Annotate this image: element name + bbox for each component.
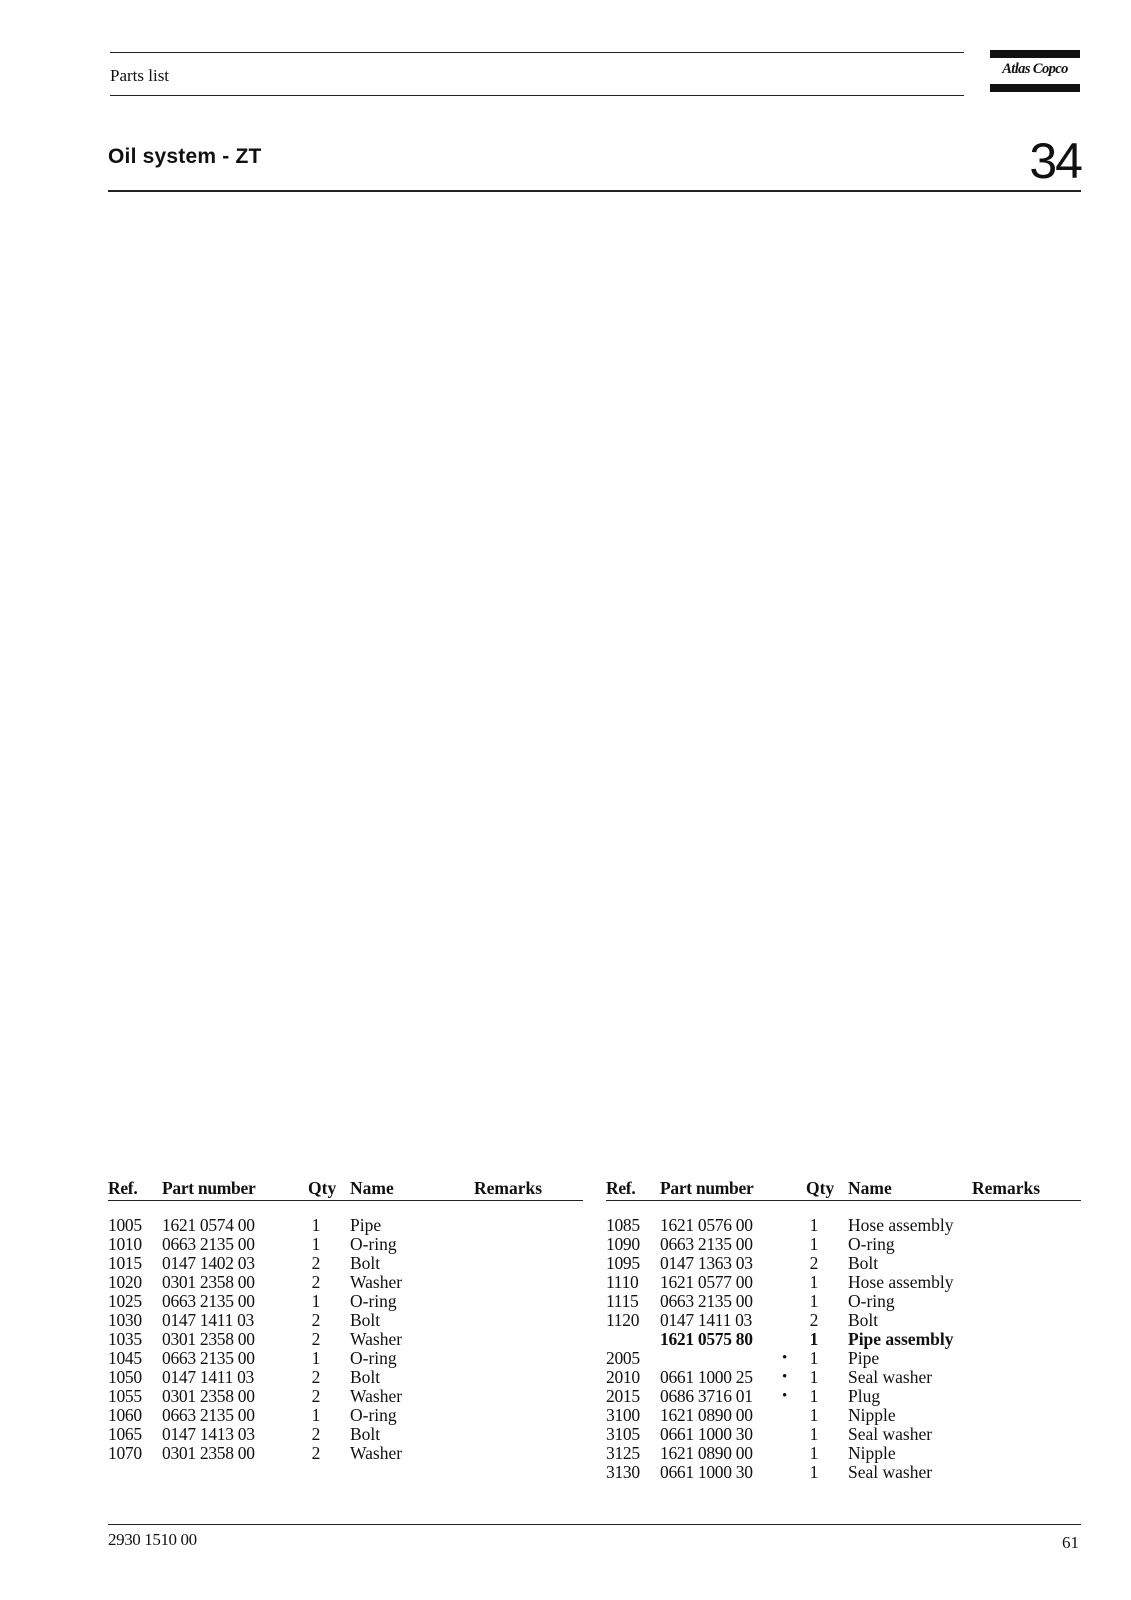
logo-bottom-bar <box>990 84 1080 92</box>
cell-part-number: 0663 2135 00 <box>660 1291 753 1311</box>
sub-item-bullet: • <box>782 1388 788 1404</box>
cell-ref: 2005 <box>606 1348 640 1368</box>
cell-ref: 1115 <box>606 1291 639 1311</box>
table-row <box>606 1463 1081 1482</box>
footer-doc-number: 2930 1510 00 <box>108 1530 197 1549</box>
table-row <box>606 1425 1081 1444</box>
cell-part-number: 0661 1000 30 <box>660 1462 753 1482</box>
cell-name: Seal washer <box>848 1424 933 1444</box>
cell-qty: 2 <box>311 1386 321 1406</box>
cell-ref: 1010 <box>108 1234 142 1254</box>
cell-name: Bolt <box>848 1253 879 1273</box>
cell-qty: 2 <box>311 1272 321 1292</box>
cell-ref: 2010 <box>606 1367 640 1387</box>
header-bottom-rule <box>110 95 964 96</box>
cell-part-number: 0301 2358 00 <box>162 1386 255 1406</box>
cell-part-number: 0661 1000 30 <box>660 1424 753 1444</box>
sub-item-bullet: • <box>782 1369 788 1385</box>
table-row <box>108 1368 583 1387</box>
cell-qty: 2 <box>809 1253 819 1273</box>
section-number: 34 <box>1029 133 1081 189</box>
cell-name: Bolt <box>350 1367 381 1387</box>
table-row <box>606 1387 1081 1406</box>
cell-part-number: 0663 2135 00 <box>162 1234 255 1254</box>
cell-part-number: 0301 2358 00 <box>162 1443 255 1463</box>
cell-ref: 1110 <box>606 1272 639 1292</box>
cell-part-number: 0661 1000 25 <box>660 1367 753 1387</box>
footer-rule <box>108 1524 1081 1525</box>
col-qty-header: Qty <box>806 1178 835 1198</box>
cell-name: Pipe assembly <box>848 1329 954 1349</box>
cell-name: Washer <box>350 1329 403 1349</box>
cell-qty: 1 <box>809 1386 819 1406</box>
cell-name: O-ring <box>350 1405 397 1425</box>
table-row <box>606 1330 1081 1349</box>
logo-top-bar <box>990 50 1080 58</box>
col-part-header: Part number <box>660 1178 754 1198</box>
cell-name: O-ring <box>848 1291 895 1311</box>
cell-ref: 1020 <box>108 1272 142 1292</box>
cell-qty: 1 <box>809 1234 819 1254</box>
col-ref-header: Ref. <box>108 1178 138 1198</box>
table-row <box>606 1406 1081 1425</box>
sub-item-bullet: • <box>782 1350 788 1366</box>
footer-page-number: 61 <box>1062 1533 1079 1552</box>
table-row <box>108 1273 583 1292</box>
cell-ref: 1065 <box>108 1424 142 1444</box>
col-ref-header: Ref. <box>606 1178 636 1198</box>
cell-ref: 1005 <box>108 1215 142 1235</box>
table-row <box>606 1444 1081 1463</box>
cell-qty: 2 <box>311 1424 321 1444</box>
col-name-header: Name <box>848 1178 892 1198</box>
cell-name: Pipe <box>350 1215 382 1235</box>
cell-part-number: 0301 2358 00 <box>162 1329 255 1349</box>
cell-ref: 1045 <box>108 1348 142 1368</box>
cell-part-number: 0686 3716 01 <box>660 1386 753 1406</box>
cell-ref: 1095 <box>606 1253 640 1273</box>
cell-name: Nipple <box>848 1405 896 1425</box>
atlas-copco-logo <box>990 50 1080 92</box>
cell-qty: 2 <box>311 1367 321 1387</box>
table-row <box>108 1406 583 1425</box>
cell-part-number: 1621 0890 00 <box>660 1405 753 1425</box>
table-header <box>606 1178 1081 1198</box>
cell-qty: 1 <box>809 1348 819 1368</box>
cell-qty: 1 <box>311 1215 321 1235</box>
cell-ref: 1035 <box>108 1329 142 1349</box>
cell-name: Seal washer <box>848 1367 933 1387</box>
cell-qty: 1 <box>809 1462 819 1482</box>
cell-part-number: 0663 2135 00 <box>660 1234 753 1254</box>
table-row <box>606 1254 1081 1273</box>
cell-ref: 3105 <box>606 1424 640 1444</box>
header-label: Parts list <box>110 66 170 85</box>
cell-name: O-ring <box>350 1291 397 1311</box>
table-row <box>606 1235 1081 1254</box>
cell-qty: 1 <box>809 1215 819 1235</box>
cell-part-number: 1621 0577 00 <box>660 1272 753 1292</box>
table-row <box>108 1235 583 1254</box>
cell-name: Washer <box>350 1272 403 1292</box>
table-row <box>606 1349 1081 1368</box>
cell-part-number: 0147 1411 03 <box>660 1310 753 1330</box>
table-header <box>108 1178 583 1198</box>
table-row <box>108 1254 583 1273</box>
cell-name: Seal washer <box>848 1462 933 1482</box>
cell-ref: 1050 <box>108 1367 142 1387</box>
cell-part-number: 0663 2135 00 <box>162 1291 255 1311</box>
cell-part-number: 1621 0575 80 <box>660 1329 753 1349</box>
table-body <box>606 1216 1081 1482</box>
cell-part-number: 0301 2358 00 <box>162 1272 255 1292</box>
cell-name: Washer <box>350 1443 403 1463</box>
col-remarks-header: Remarks <box>474 1178 543 1198</box>
cell-name: O-ring <box>350 1234 397 1254</box>
header-top-rule <box>110 52 964 53</box>
cell-ref: 1015 <box>108 1253 142 1273</box>
cell-qty: 1 <box>311 1348 321 1368</box>
cell-qty: 2 <box>311 1443 321 1463</box>
table-row <box>108 1330 583 1349</box>
cell-ref: 3125 <box>606 1443 640 1463</box>
cell-qty: 1 <box>311 1405 321 1425</box>
table-row <box>108 1387 583 1406</box>
cell-name: Plug <box>848 1386 881 1406</box>
table-row <box>108 1425 583 1444</box>
table-row <box>606 1311 1081 1330</box>
cell-part-number: 0147 1411 03 <box>162 1367 255 1387</box>
col-remarks-header: Remarks <box>972 1178 1041 1198</box>
table-row <box>606 1368 1081 1387</box>
cell-qty: 2 <box>311 1329 321 1349</box>
cell-part-number: 0147 1411 03 <box>162 1310 255 1330</box>
cell-ref: 3100 <box>606 1405 640 1425</box>
cell-part-number: 0147 1413 03 <box>162 1424 255 1444</box>
cell-ref: 2015 <box>606 1386 640 1406</box>
table-row <box>606 1292 1081 1311</box>
cell-qty: 1 <box>809 1405 819 1425</box>
cell-part-number: 0663 2135 00 <box>162 1348 255 1368</box>
cell-qty: 2 <box>311 1253 321 1273</box>
cell-qty: 1 <box>809 1367 819 1387</box>
table-body <box>108 1216 583 1463</box>
cell-ref: 1120 <box>606 1310 640 1330</box>
cell-ref: 3130 <box>606 1462 640 1482</box>
table-row <box>108 1349 583 1368</box>
table-row <box>606 1273 1081 1292</box>
cell-ref: 1025 <box>108 1291 142 1311</box>
table-row <box>108 1216 583 1235</box>
cell-name: Hose assembly <box>848 1215 954 1235</box>
cell-name: Bolt <box>848 1310 879 1330</box>
cell-qty: 1 <box>809 1272 819 1292</box>
cell-qty: 1 <box>809 1291 819 1311</box>
cell-qty: 1 <box>311 1291 321 1311</box>
cell-name: O-ring <box>350 1348 397 1368</box>
col-qty-header: Qty <box>308 1178 337 1198</box>
cell-part-number: 1621 0890 00 <box>660 1443 753 1463</box>
cell-part-number: 1621 0574 00 <box>162 1215 255 1235</box>
logo-text: Atlas Copco <box>1002 61 1068 77</box>
cell-name: O-ring <box>848 1234 895 1254</box>
cell-name: Bolt <box>350 1310 381 1330</box>
cell-ref: 1070 <box>108 1443 142 1463</box>
cell-qty: 2 <box>311 1310 321 1330</box>
cell-name: Washer <box>350 1386 403 1406</box>
cell-name: Bolt <box>350 1253 381 1273</box>
cell-ref: 1090 <box>606 1234 640 1254</box>
cell-qty: 1 <box>809 1424 819 1444</box>
cell-ref: 1030 <box>108 1310 142 1330</box>
table-row <box>108 1292 583 1311</box>
cell-ref: 1060 <box>108 1405 142 1425</box>
cell-name: Pipe <box>848 1348 880 1368</box>
cell-qty: 1 <box>809 1329 819 1349</box>
cell-name: Hose assembly <box>848 1272 954 1292</box>
cell-part-number: 0147 1402 03 <box>162 1253 255 1273</box>
cell-qty: 2 <box>809 1310 819 1330</box>
cell-qty: 1 <box>809 1443 819 1463</box>
table-row <box>108 1311 583 1330</box>
table-row <box>108 1444 583 1463</box>
parts-table-right <box>606 1178 1081 1482</box>
cell-ref: 1085 <box>606 1215 640 1235</box>
table-header-rule <box>108 1200 583 1201</box>
cell-name: Bolt <box>350 1424 381 1444</box>
col-part-header: Part number <box>162 1178 256 1198</box>
col-name-header: Name <box>350 1178 394 1198</box>
table-header-rule <box>606 1200 1081 1201</box>
section-rule <box>108 190 1081 192</box>
cell-part-number: 0147 1363 03 <box>660 1253 753 1273</box>
table-row <box>606 1216 1081 1235</box>
cell-qty: 1 <box>311 1234 321 1254</box>
cell-part-number: 1621 0576 00 <box>660 1215 753 1235</box>
cell-part-number: 0663 2135 00 <box>162 1405 255 1425</box>
section-title: Oil system - ZT <box>108 145 262 168</box>
parts-table-left <box>108 1178 583 1463</box>
cell-name: Nipple <box>848 1443 896 1463</box>
cell-ref: 1055 <box>108 1386 142 1406</box>
